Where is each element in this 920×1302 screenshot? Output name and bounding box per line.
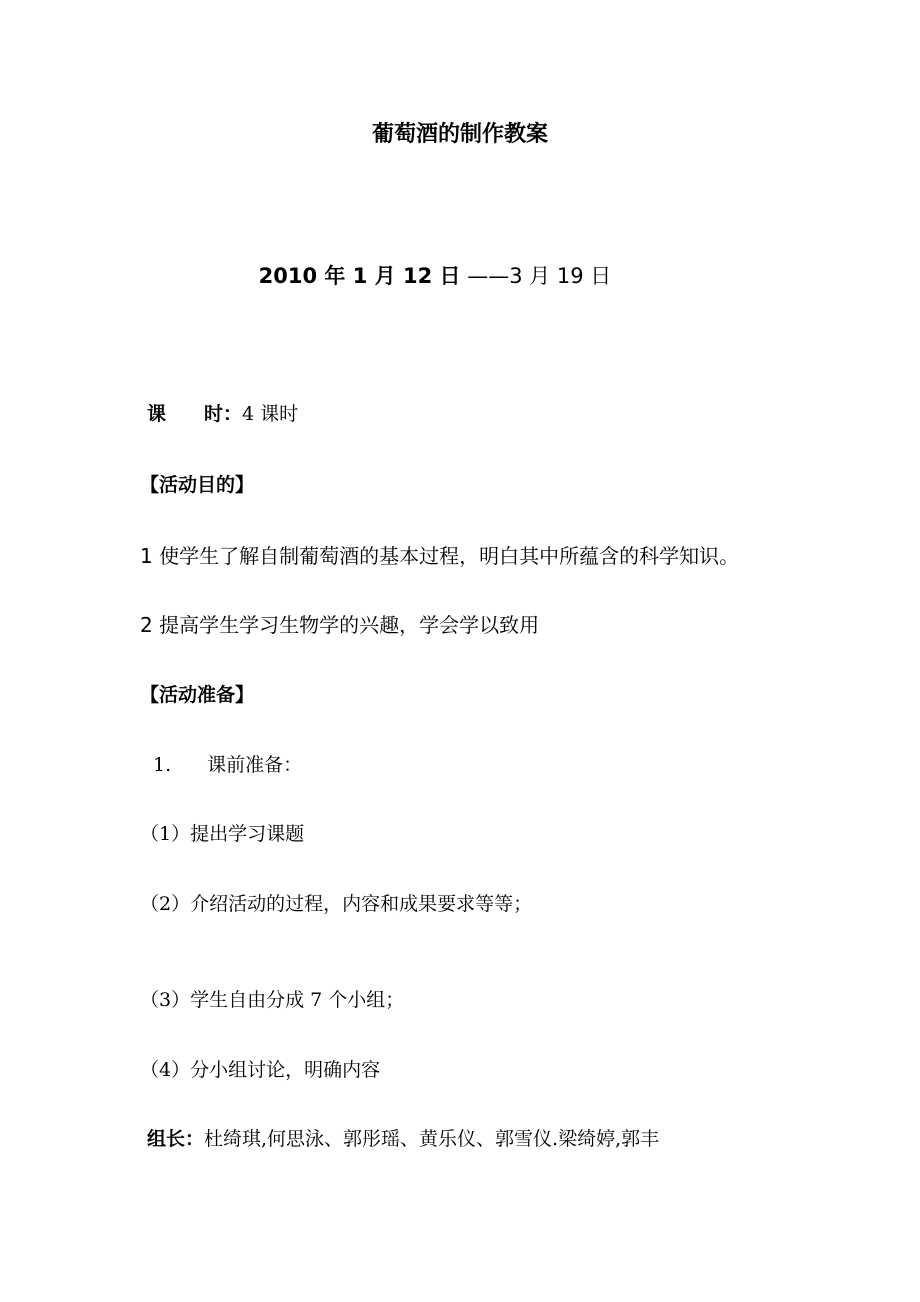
prep-subsection-1: [153, 756, 302, 775]
prep-step-2: （2）介绍活动的过程，内容和成果要求等等；: [140, 893, 533, 915]
group-leaders: [147, 1130, 659, 1149]
date-range: [0, 266, 870, 287]
lesson-hours-value: 4 课时: [242, 403, 299, 425]
document-title: 葡萄酒的制作教案: [371, 122, 548, 147]
purpose-heading: 【活动目的】: [140, 474, 255, 496]
prep-step-1: （1）提出学习课题: [140, 823, 305, 845]
prep-heading: 【活动准备】: [140, 684, 255, 706]
date-end: ——3 月 19 日: [460, 264, 612, 288]
lesson-hours-label: 课 时：: [147, 403, 243, 425]
prep-step-4: （4）分小组讨论，明确内容: [140, 1059, 381, 1081]
prep-step-3: （3）学生自由分成 7 个小组；: [140, 989, 405, 1011]
group-leaders-names: 杜绮琪,何思泳、郭彤瑶、黄乐仪、郭雪仪.梁绮婷,郭丰: [204, 1128, 660, 1150]
purpose-item-1: 1 使学生了解自制葡萄酒的基本过程，明白其中所蕴含的科学知识。: [140, 544, 740, 568]
purpose-item-2: 2 提高学生学习生物学的兴趣，学会学以致用: [140, 613, 540, 637]
lesson-hours: [147, 405, 298, 424]
prep-subsection-number: 1.: [153, 754, 172, 776]
prep-subsection-label: 课前准备：: [207, 754, 303, 776]
date-start: 2010 年 1 月 12 日: [258, 264, 461, 288]
group-leaders-label: 组长：: [147, 1128, 205, 1150]
